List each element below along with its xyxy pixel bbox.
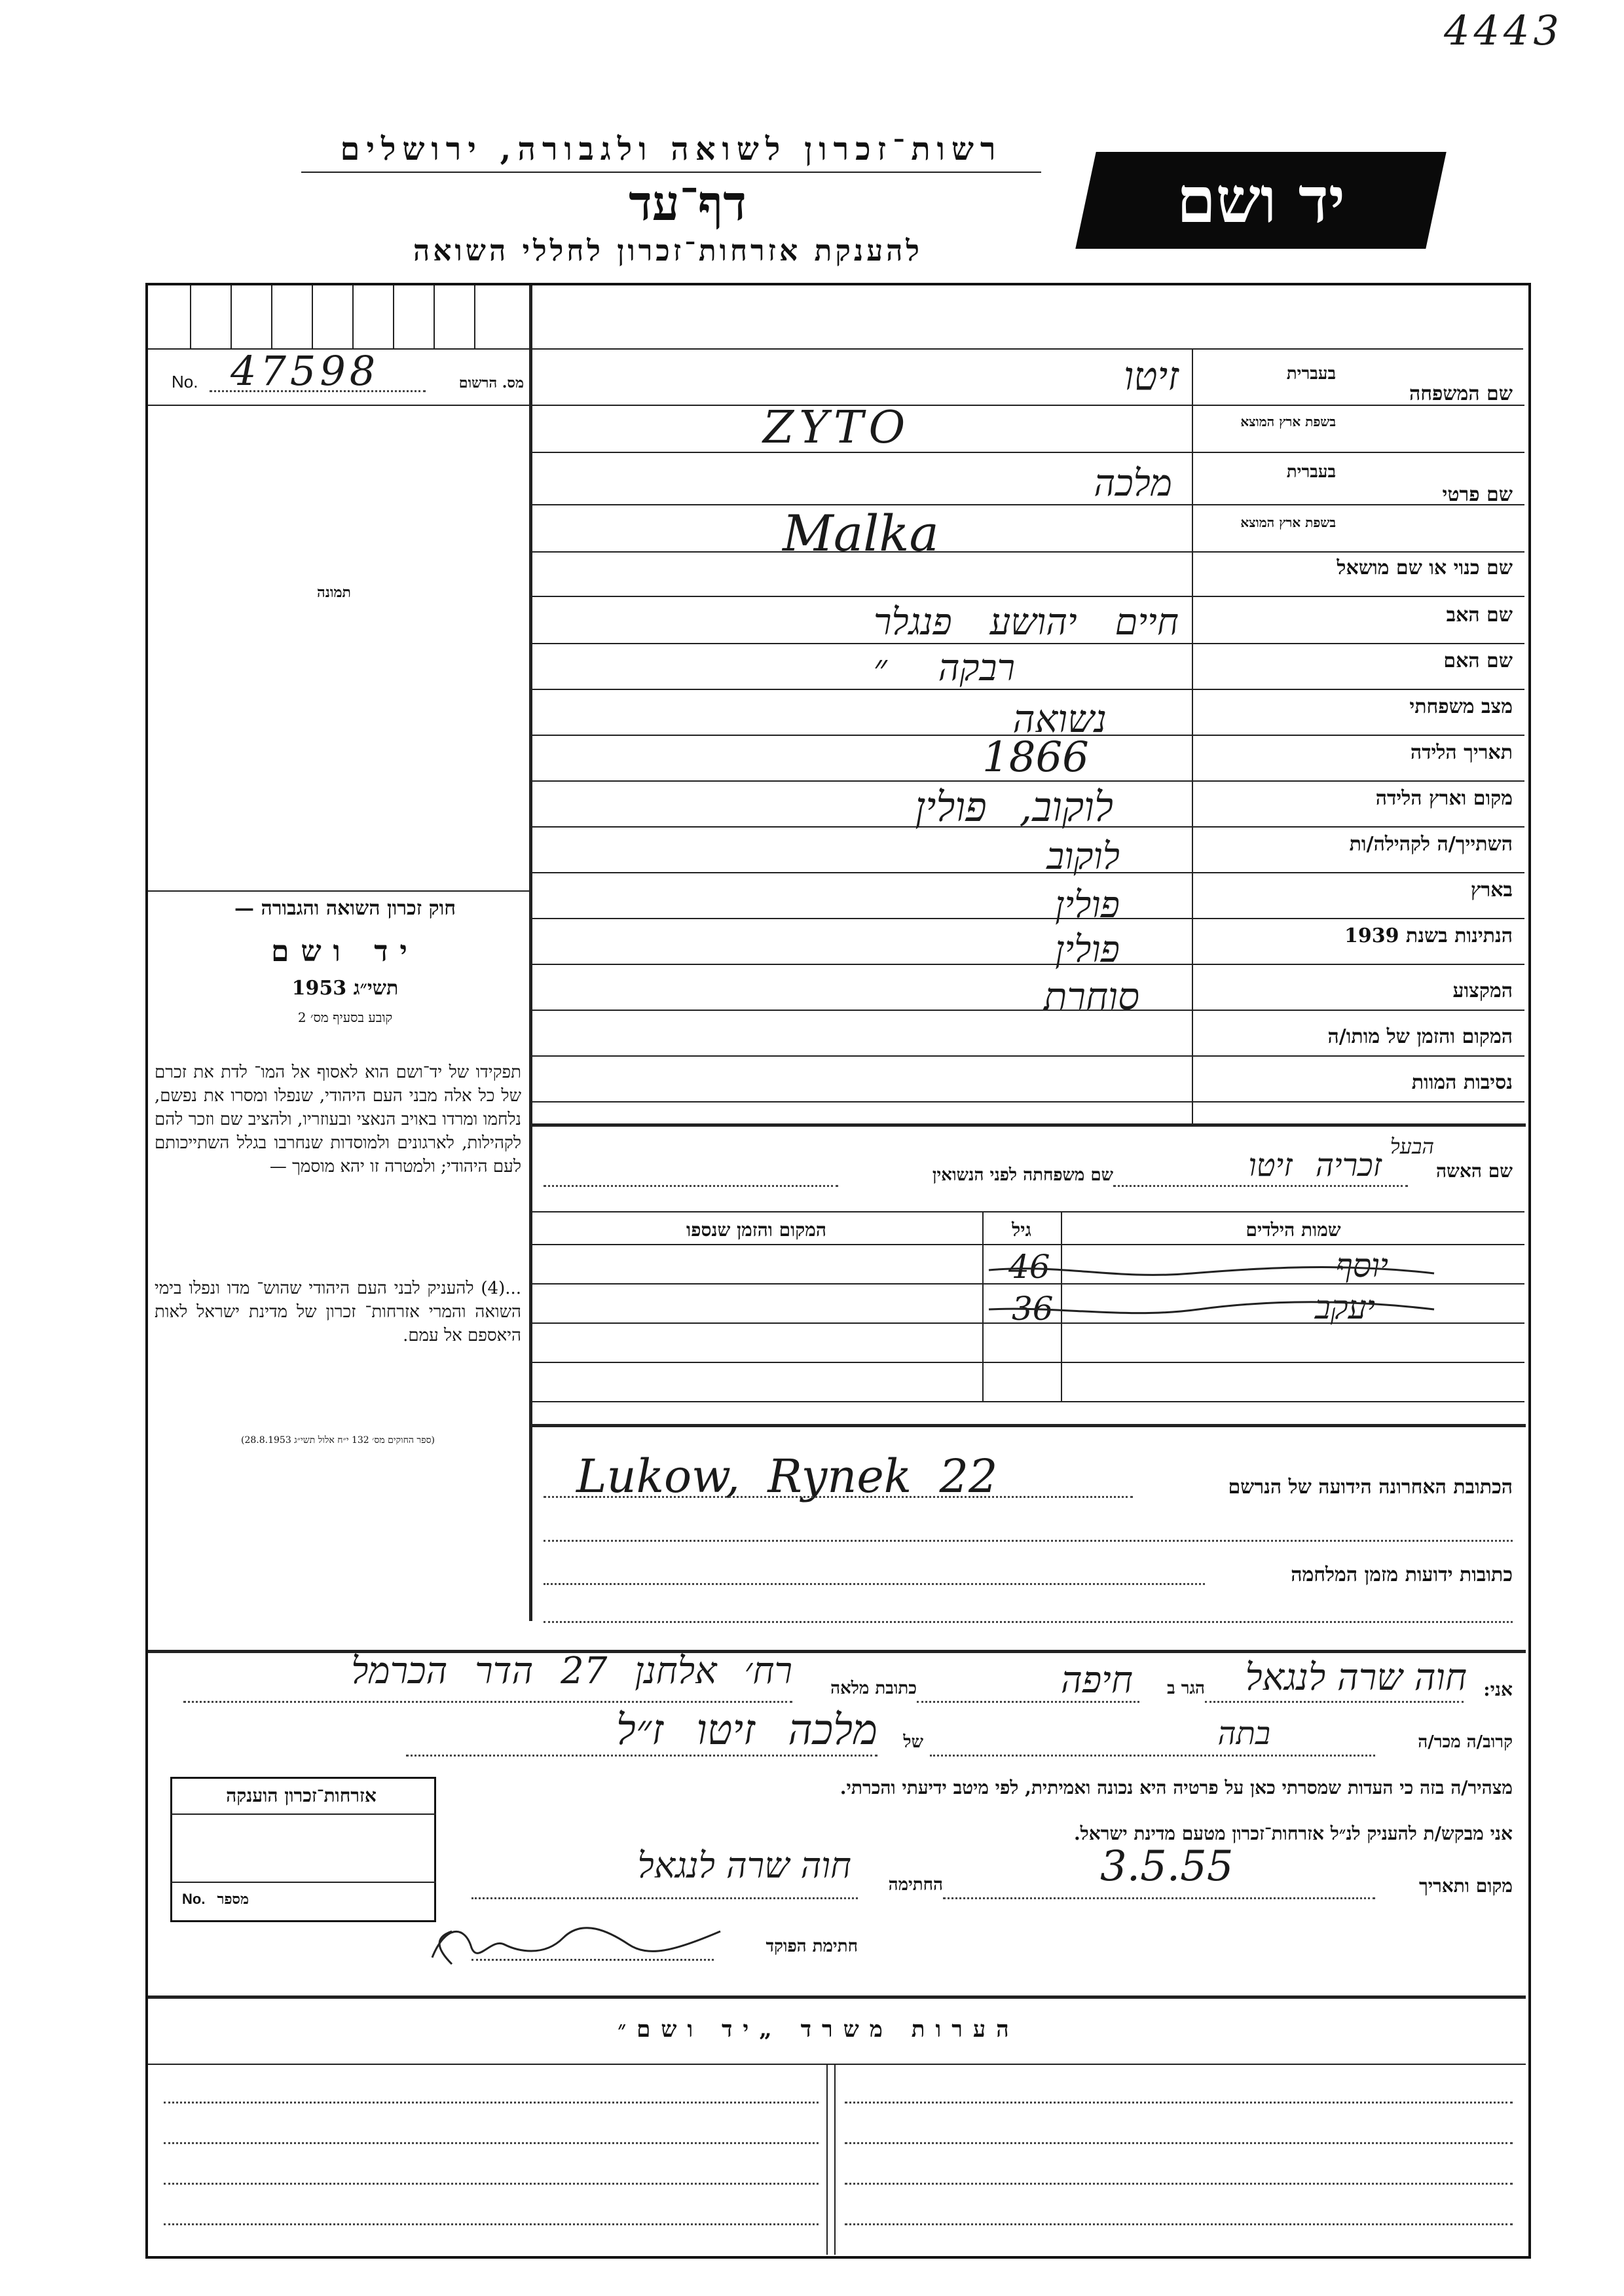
date-value: 3.5.55 [1100,1842,1234,1891]
spouse-value: זכריה זיטו [1248,1147,1382,1184]
label-column-divider [1192,348,1193,1124]
form-subtitle: להענקת אזרחות־זכרון לחללי השואה [413,234,923,268]
declarant-address: רח׳ אלחנן 27 הדר הכרמל [351,1650,792,1692]
declarant-name: חוה שרה לנגאל [1245,1656,1467,1699]
community-label: השתייך/ה לקהילה/ות [1349,833,1513,856]
death-cause-label: נסיבות המוות [1411,1071,1513,1094]
profession-label: המקצוע [1452,979,1513,1002]
of-label: של [903,1732,923,1752]
law-paragraph-1: תפקידו של יד־ושם הוא לאסוף אל המו־ לדת את זכרם של כל אלה מבני העם היהודי, שנפלו ומסרו את נפשם, נלחמו ומרדו באויב הנאצי ובעוזריו, ולהציב שם וזכר להם לקהילות, לארגונים ולמוסדות שנחרבו בגלל השתייכותם לעם היהודי; ולמטרה זו יהא מוסמך — [155,1063,521,1176]
form-title: דף־עד [629,175,747,232]
death-place-label: המקום והזמן של מותו/ה [1327,1025,1513,1048]
citizenship-label: הנתינות בשנת 1939 [1344,924,1513,947]
law-title: חוק זכרון השואה והגבורה — [234,897,456,920]
country-label: בארץ [1470,879,1513,902]
declarant-address-label: כתובת מלאה [830,1679,917,1698]
declarant-i-label: אני: [1483,1679,1513,1700]
wartime-address-label: כתובות ידועות מזמן המלחמה [1291,1563,1513,1586]
profession-value: סוחרת [1043,974,1139,1019]
photo-label: תמונה [317,584,351,601]
law-year: תשי״ג 1953 [291,977,399,1000]
officer-signature-scribble [413,1912,727,1977]
child-name: יעקב [1314,1288,1375,1326]
father-value: חיים יהושע פנגלר [874,601,1179,644]
relation-label: קרוב/ה מכר/ה [1418,1732,1513,1752]
relation-value: בתה [1217,1715,1270,1752]
grant-box-no-label: No. [182,1891,206,1907]
of-value: מלכה זיטו ז״ל [616,1706,877,1755]
authority-title: רשות־זכרון לשואה ולגבורה, ירושלים [340,131,1003,168]
law-name: יד ושם [271,935,419,968]
logo-text: יד ושם [1176,163,1346,237]
birthplace-label: מקום וארץ הלידה [1375,787,1513,810]
signature-value: חוה שרה לנגאל [637,1845,851,1886]
last-address-label: הכתובת האחרונה הידועה של הנרשם [1228,1476,1513,1499]
last-address-value: Lukow, Rynek 22 [576,1449,998,1503]
child-name: יוסף [1335,1247,1388,1285]
children-strikethrough [982,1244,1441,1336]
authority-underline [301,172,1041,173]
request-text: אני מבקש/ת להעניק לנ״ל אזרחות־זכרון מטעם מדינת ישראל. [1073,1823,1513,1844]
signature-label: החתימה [888,1875,943,1895]
children-names-header: שמות הילדים [1246,1219,1341,1241]
officer-signature-label: חתימת הפוקד [766,1937,858,1956]
birthdate-label: תאריך הלידה [1410,741,1513,764]
surname-label: שם המשפחה [1409,382,1513,405]
archive-number: 4443 [1444,7,1563,54]
children-place-header: המקום והזמן שנספו [686,1219,826,1241]
birthdate-value: 1866 [982,733,1089,782]
birthplace-value: לוקוב, פולין [915,783,1113,831]
place-date-label: מקום ותאריך [1418,1875,1513,1897]
firstname-hebrew-label: בעברית [1286,462,1336,482]
citizenship-value: פולין [1055,928,1120,971]
spouse-note: הבעל [1390,1134,1434,1159]
registration-no-label: No. [172,372,198,392]
firstname-label: שם פרטי [1442,483,1513,506]
firstname-hebrew-value: מלכה [1094,462,1172,505]
spouse-label: שם האשה [1435,1160,1513,1182]
surname-origin-label: בשפת ארץ המוצא [1240,414,1336,429]
law-source: (ספר החוקים מס׳ 132 י״ח אלול תשי״ג 28.8.1953) [241,1435,435,1446]
left-column-divider [529,285,532,1621]
surname-hebrew-label: בעברית [1286,364,1336,384]
grant-box-number-label: מספר [217,1891,249,1908]
registration-label: מס. הרשום [458,374,524,392]
law-paragraph-2: ...(4) להעניק לבני העם היהודי שהוש־ מדו ונפלו בימי השואה והמרי אזרחות־ זכרון של מדינת ישראל לאות היאספם אל עמם. [155,1279,521,1345]
spouse-maiden-label: שם משפחתה לפני הנשואין [932,1165,1113,1185]
surname-hebrew-value: זיטו [1123,354,1179,399]
mother-label: שם האם [1443,649,1513,672]
children-age-header: גיל [1012,1219,1031,1241]
country-value: פולין [1055,884,1120,926]
community-value: לוקוב [1046,835,1120,878]
yad-vashem-logo [1075,152,1446,249]
nickname-label: שם כנוי או שם מושאל [1337,556,1513,579]
father-label: שם האב [1446,604,1513,627]
child-age: 46 [1008,1248,1050,1286]
declaration-text: מצהיר/ה בזה כי העדות שמסרתי כאן על פרטיה היא נכונה ואמיתית, לפי מיטב ידיעתי והכרתי. [840,1777,1513,1798]
registration-no-value: 47598 [231,347,380,395]
grant-box-title: אזרחות־זכרון הוענקה [226,1785,377,1806]
declarant-residing-label: הגר ב [1167,1679,1205,1698]
surname-origin-value: ZYTO [763,402,911,454]
firstname-origin-value: Malka [783,504,939,562]
firstname-origin-label: בשפת ארץ המוצא [1240,515,1336,530]
marital-label: מצב משפחתי [1409,695,1513,718]
declarant-city: חיפה [1061,1659,1133,1702]
remarks-title: הערות משרד „יד ושם״ [618,2016,1020,2043]
mother-value: רבקה ״ [873,647,1015,689]
marital-value: נשואה [1012,697,1107,741]
law-clause: קובע בסעיף מס׳ 2 [297,1010,393,1025]
child-age: 36 [1012,1290,1054,1328]
